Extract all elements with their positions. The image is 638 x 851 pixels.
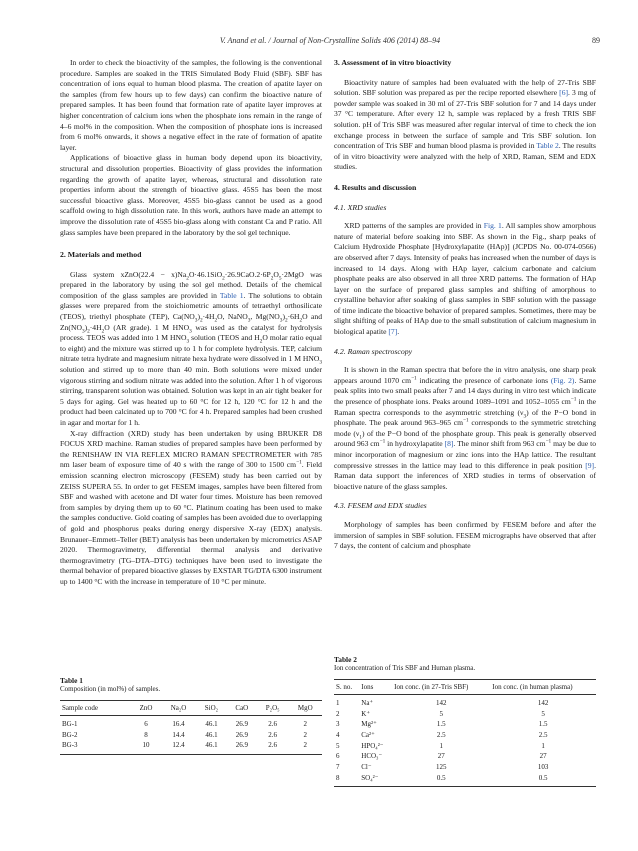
table-2-caption: Ion concentration of Tris SBF and Human plasma.: [334, 664, 476, 672]
table-cell: Mg²⁺: [361, 720, 377, 729]
section-heading-results: 4. Results and discussion: [334, 182, 417, 192]
table-cell: 6: [144, 720, 148, 728]
table-2-header: S. no.: [334, 680, 359, 695]
table-cell: 2.6: [268, 730, 278, 739]
section-heading-materials: 2. Materials and method: [60, 250, 142, 260]
table-cell: 0.5: [392, 773, 490, 787]
table-cell: 1: [336, 699, 340, 707]
table-1-header: ZnO: [131, 701, 161, 716]
table-cell: 1.5: [436, 720, 446, 729]
table-2: [334, 655, 596, 787]
table-1-label: Table 1: [60, 676, 83, 685]
table-1-grid: [60, 700, 322, 755]
table-cell: 4: [336, 731, 340, 740]
table-cell: 46.1: [205, 730, 218, 739]
table-cell: 5: [541, 709, 545, 718]
journal-citation: V. Anand et al. / Journal of Non-Crystalline Solids 406 (2014) 88–94: [219, 36, 441, 45]
table-row: [334, 763, 596, 774]
table-1-header: Na₂O: [161, 701, 196, 716]
table-1-link[interactable]: Table 1: [219, 290, 244, 300]
table-1-header: CaO: [227, 701, 257, 716]
intro-paragraph-1: In order to check the bioactivity of the samples, the following is the conventional procedure. Samples are soaked in the TRIS Simulated Body Fluid (SBF). SBF has concentration of ions equal to human blood plasma. The creation of apatite layer on the samples (from few hours up to few days) can confirm the bioactive nature of prepared samples. It has been found that formation rate of apatite layer improves at higher concentration of calcium ions when the phosphate ions remain in the range of 4–6 mol% in the composition. When the composition of phosphate ions is increased from 6 mol% onwards, it shows a negative effect in the rate of formation of apatite layer.: [60, 58, 322, 152]
table-cell: 2.6: [268, 720, 278, 728]
table-row: [334, 773, 596, 787]
table-row: [60, 730, 322, 741]
table-cell: 16.4: [172, 720, 185, 728]
table-2-header-row: [334, 680, 596, 695]
table-cell: 142: [435, 699, 447, 707]
table-1: [60, 676, 322, 755]
table-cell: 2.6: [257, 741, 289, 755]
section-heading-bioactivity: 3. Assessment of in vitro bioactivity: [334, 58, 452, 67]
table-cell: 125: [435, 763, 447, 772]
table-cell: 26.9: [227, 741, 257, 755]
table-2-label: Table 2: [334, 655, 357, 664]
table-1-header: MgO: [289, 701, 322, 716]
table-row: [334, 730, 596, 741]
table-cell: 2.5: [436, 731, 446, 740]
fesem-paragraph: Morphology of samples has been confirmed by FESEM before and after the immersion of samples in SBF solution. FESEM micrographs have observed that after 7 days, the content of calcium and phosphate: [334, 519, 596, 551]
table-cell: 142: [537, 699, 549, 707]
right-column: [334, 58, 596, 552]
ref-8-link[interactable]: [8]: [444, 439, 454, 449]
table-row: [60, 741, 322, 755]
table-1-header: P₂O₅: [257, 701, 289, 716]
running-header: [60, 36, 600, 50]
table-cell: 2.5: [538, 731, 548, 740]
table-2-header: Ion conc. (in human plasma): [490, 680, 596, 695]
intro-paragraph-2: Applications of bioactive glass in human body depend upon its bioactivity, structural and dissolution properties. Bioactivity of glass provides the information regarding the growth of apatite layer, whereas, structural and dissolution rate properties inform about the strength of bioactive glass. 45S5 has been the most successful bioactive glass. Moreover, 45S5 bio-glass cannot be used as a good scaffold owing to high dissolution rate. In this work, authors have made an attempt to improve the dissolution rate of 45S5 bio-glass along with constant Ca and P ratio. All glass samples have been prepared in the laboratory by the sol gel technique.: [60, 153, 322, 237]
table-row: [334, 695, 596, 710]
table-cell: 10: [131, 741, 161, 755]
table-row: [334, 720, 596, 731]
table-cell: BG-1: [62, 720, 78, 728]
table-cell: SO₄²⁻: [359, 773, 392, 787]
bioactivity-paragraph: Bioactivity nature of samples had been evaluated with the help of 27-Tris SBF solution. SBF solution was prepared as per the recipe reported elsewhere [6]. 3 mg of powder sample was soaked in 30 ml of 27-Tris SBF solution for 7 and 14 days under 37 °C temperature. After every 12 h, sample was replaced by a fresh TRIS SBF solution. pH of Tris SBF was measured after regular interval of time to check the ion exchange process in between the surface of sample and Tris SBF solution. Ion concentration of Tris SBF and human blood plasma is provided in Table 2. The results of in vitro bioactivity were analyzed with the help of XRD, Raman, SEM and EDX studies.: [334, 77, 597, 172]
left-column: [60, 58, 322, 588]
table-cell: HCO₃⁻: [361, 752, 383, 761]
table-cell: 1.5: [538, 720, 548, 729]
table-2-header: Ions: [359, 680, 392, 695]
subsection-heading-fesem: 4.3. FESEM and EDX studies: [334, 501, 427, 511]
table-cell: 1: [439, 741, 443, 750]
table-row: [60, 716, 322, 731]
table-cell: 5: [336, 741, 340, 750]
table-cell: BG-2: [62, 730, 78, 739]
table-cell: 7: [336, 763, 340, 772]
ref-6-link[interactable]: [6]: [559, 88, 569, 98]
table-cell: 8: [144, 730, 148, 739]
table-1-header: SiO₂: [196, 701, 227, 716]
table-row: [334, 709, 596, 720]
fig-1-link[interactable]: Fig. 1: [483, 221, 502, 231]
table-cell: 27: [539, 752, 547, 761]
table-cell: Na⁺: [361, 699, 374, 707]
xrd-paragraph: XRD patterns of the samples are provided in Fig. 1. All samples show amorphous nature of material before soaking into SBF. As shown in the Fig., sharp peaks of Calcium Hydroxide Phosphate [Hydroxylapatite (HAp)] (JCPDS No. 00-074-0566) are observed after 7 days. Intensity of peaks has increased when the number of days is increased to 14 days. Along with HAp layer, calcium carbonate and calcium phosphate peaks are also observed in all three XRD patterns. The formation of HAp layer on the surface of prepared glass samples and shifting of amorphous to crystalline behavior after soaking of glass samples in SBF solution with the passage of time indicate the bioactive behavior of prepared samples. Sometimes, there may be slight shifting of peaks of HAp due to the small substitution of calcium magnesium in biological apatite [7].: [334, 221, 596, 337]
table-cell: 5: [439, 709, 443, 718]
table-cell: 46.1: [205, 720, 218, 728]
table-1-header-row: [60, 701, 322, 716]
table-cell: 6: [336, 752, 340, 761]
table-row: [334, 741, 596, 752]
table-cell: 2: [303, 730, 308, 739]
table-cell: 14.4: [172, 730, 185, 739]
table-2-header: Ion conc. (in 27-Tris SBF): [392, 680, 490, 695]
table-cell: 2: [336, 709, 340, 718]
table-cell: 0.5: [490, 773, 596, 787]
raman-paragraph: It is shown in the Raman spectra that before the in vitro analysis, one sharp peak appears around 1070 $cm^{-1}$ indicating the presence of carbonate ions (Fig. 2). Same peak splits into two small peaks after 7 and 14 days during in vitro test which indicate the presence of phosphate ions. Peaks around 1089–1091 and 1052–1055 $cm^{-1}$ in the Raman spectra corresponds to the asymmetric stretching $(\nu_3)$ of the P−O bond in phosphate. The peak around 963–965 $cm^{-1}$ corresponds to the symmetric stretching mode $(\nu_1)$ of the P−O bond of the phosphate group. This peak is generally observed around 963 $cm^{-1}$ in hydroxylapatite [8]. The minor shift from 963 $cm^{-1}$ may be due to minor incorporation of magnesium or zinc ions into the HAp lattice. The resultant compressive stresses in the lattice may lead to this difference in peak position [9]. Raman data support the inferences of XRD studies in terms of observation of bioactive nature of the glass samples.: [334, 365, 597, 491]
table-1-header: Sample code: [60, 701, 131, 716]
table-cell: 1: [541, 741, 545, 750]
subsection-heading-raman: 4.2. Raman spectroscopy: [334, 346, 413, 356]
table-row: [334, 752, 596, 763]
materials-paragraph: Glass system xZnO(22.4 − $x)Na_2O\cdot 46.1SiO_2\cdot 26.9CaO.2\cdot 6P_2O_5\cdot 2MgO$ was prepared in the laboratory by using the sol gel method. Details of the chemical composition of the glass samples are provided in Table 1. The solutions to obtain glasses were prepared from the stoichiometric amounts of tetraethyl orthosilicate (TEOS), triethyl phosphate (TEP), $Ca(NO_3)_2\cdot 4H_2O$, NaNO$_3$, $Mg(NO_3)_2\cdot 6H_2O$ and $Zn(NO_3)_2\cdot 4H_2O$ (AR grade). 1 M $HNO_3$ was used as the catalyst for hydrolysis process. TEOS was added into 1 M $HNO_3$ solution (TEOS and $H_2O$ molar ratio equal to eight) and the mixture was stirred up to 1 h for complete hydrolysis. TEP, calcium nitrate tetra hydrate and magnesium nitrate hexa hydrate were dissolved in 1 M $HNO_3$ solution and stirred up to more than 40 min. Both solutions were mixed under vigorous stirring and sodium nitrate was added into the solution. After 1 h of vigorous stirring, transparent solution was obtained. Solution was kept in an air tight beaker for 5 days for aging. Gel was heated up to 60 °C for 12 h, 120 °C for 12 h and the product had been calcinated up to 700 °C for 4 h. Prepared samples had been crushed in agar and mortar for 1 h.: [60, 269, 322, 427]
table-cell: 2: [289, 741, 322, 755]
table-cell: 46.1: [196, 741, 227, 755]
table-2-grid: [334, 679, 596, 787]
table-cell: 103: [537, 763, 549, 772]
table-cell: K⁺: [361, 709, 371, 718]
subsection-heading-xrd: 4.1. XRD studies: [334, 202, 387, 212]
characterization-paragraph: X-ray diffraction (XRD) study has been undertaken by using BRUKER D8 FOCUS XRD machine. Raman studies of prepared samples have been performed by the RENISHAW IN VIA REFLEX MICRO RAMAN SPECTROMETER with 785 nm laser beam of exposure time of 40 s with the range of 300 to 1500 $cm^{-1}$. Field emission scanning electron microscopy (FESEM) study has been carried out by ZEISS SUPERA 55. In order to get FESEM images, samples have been filtered from SBF and washed with acetone and DI water four times. Moisture has been removed from samples by drying them up to 60 °C. Platinum coating has been used to make the samples conductive. Gold coating of samples has been avoided due to overlapping of gold and phosphorus peaks during energy dispersive X-ray (EDX) analysis. Brunauer–Emmett–Teller (BET) analysis has been undertaken by micrometrics ASAP 2020. Thermogravimetry, differential thermal analysis and derivative thermogravimetry (TG–DTA–DTG) techniques have been used to investigate the thermal behavior of prepared bioactive glasses by EXSTAR TG/DTA 6300 instrument up to 1400 °C with the increase in temperature of 10 °C per minute.: [60, 428, 322, 586]
page-number: 89: [592, 36, 600, 45]
fig-2-link[interactable]: (Fig. 2): [550, 375, 575, 385]
table-2-link[interactable]: Table 2: [536, 141, 559, 151]
table-cell: 26.9: [235, 730, 248, 739]
table-cell: 12.4: [161, 741, 196, 755]
ref-7-link[interactable]: [7]: [388, 327, 398, 337]
table-cell: HPO₄²⁻: [361, 741, 384, 750]
table-cell: 27: [437, 752, 445, 761]
table-cell: BG-3: [60, 741, 131, 755]
table-cell: 8: [334, 773, 359, 787]
table-1-caption: Composition (in mol%) of samples.: [60, 685, 161, 693]
table-cell: Cl⁻: [361, 763, 372, 772]
table-cell: 3: [336, 720, 340, 729]
ref-9-link[interactable]: [9]: [585, 460, 595, 470]
table-cell: 26.9: [235, 720, 248, 728]
table-cell: Ca²⁺: [361, 731, 375, 740]
table-cell: 2: [303, 720, 308, 728]
